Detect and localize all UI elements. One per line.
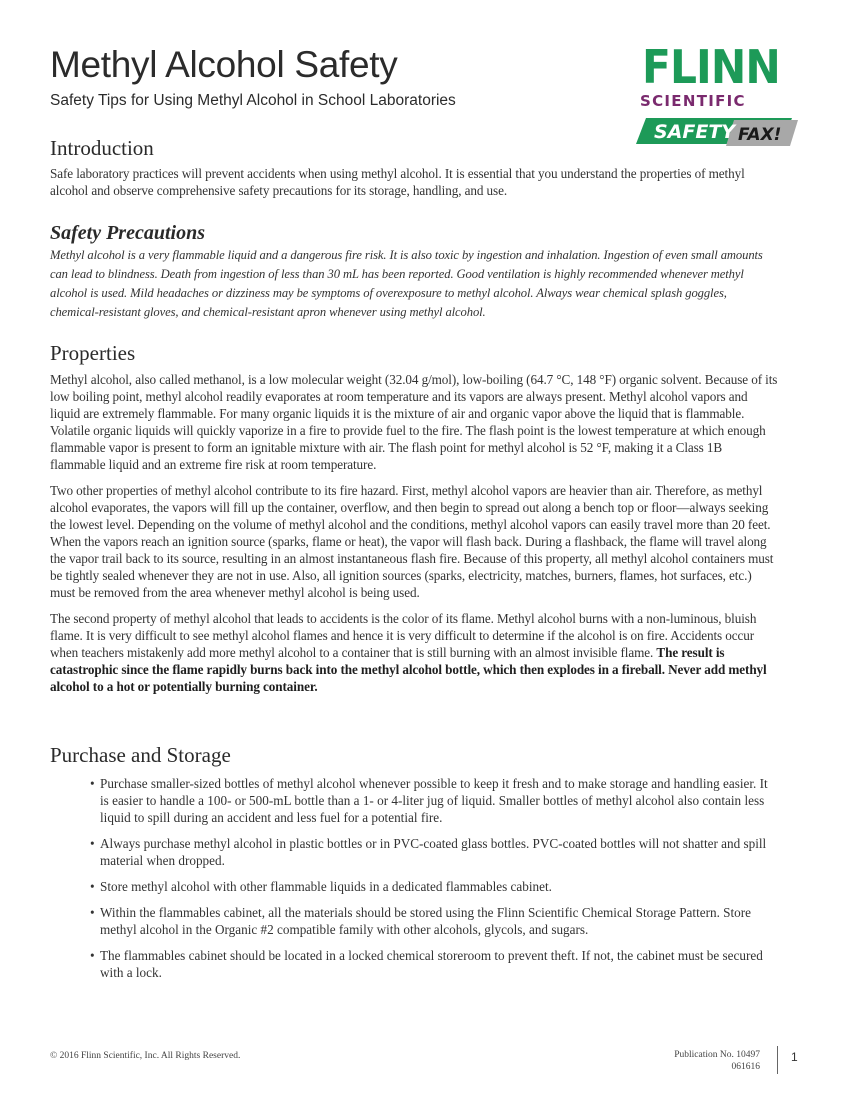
list-item: • Purchase smaller-sized bottles of methyl alcohol whenever possible to keep it fresh and to make storage and handling easier. It is easier to handle a 100- or 500-mL bottle than a 1- or 4-liter jug of liquid. Smaller bottles of methyl alcohol also contain less liquid to spill during an accident and less fuel for a potential fire. (90, 776, 768, 825)
properties-section (50, 341, 778, 695)
introduction-text: Safe laboratory practices will prevent accidents when using methyl alcohol. It is essential that you understand the properties of methyl alcohol and observe comprehensive safety precautions for its storage, handling, and use. (50, 166, 745, 198)
properties-warning-bold: The result is catastrophic since the flame rapidly burns back into the methyl alcohol bottle, which then explodes in a fireball. Never add methyl alcohol to a hot or potentially burning container. (50, 645, 767, 694)
publication-code: 061616 (731, 1062, 760, 1072)
purchase-storage-heading: Purchase and Storage (50, 743, 231, 767)
list-item: • Within the flammables cabinet, all the materials should be stored using the Flinn Scientific Chemical Storage Pattern. Store methyl alcohol in the Organic #2 compatible family with other alcohols, glycols, and sugars. (90, 905, 751, 937)
safety-precautions-text: Methyl alcohol is a very flammable liquid and a dangerous fire risk. It is also toxic by ingestion and inhalation. Ingestion of even small amounts can lead to blindness. Death from ingestion of less than 30 mL has been reported. Good ventilation is highly recommended whenever methyl alcohol is used. Mild headaches or dizziness may be symptoms of overexposure to methyl alcohol. Always wear chemical splash goggles, chemical-resistant gloves, and chemical-resistant apron whenever using methyl alcohol. (50, 248, 763, 319)
introduction-section (50, 136, 778, 199)
banner-fax-text: FAX! (738, 125, 782, 145)
storage-list (90, 775, 778, 981)
properties-paragraph-1: Methyl alcohol, also called methanol, is a low molecular weight (32.04 g/mol), low-boiling (64.7 °C, 148 °F) organic solvent. Because of its low boiling point, methyl alcohol readily evaporates at room temperature and its vapors are always present. Methyl alcohol vapors and liquid are extremely flammable. For many organic liquids it is the mixture of air and organic vapor above the liquid that is flammable. Volatile organic liquids will quickly vaporize in a fire to provide fuel to the fire. The flash point is the lowest temperature at which enough flammable vapor is present to form an ignitable mixture with air. The flash point for methyl alcohol is 52 °F, making it a Class 1B flammable liquid and an extreme fire risk at room temperature. (50, 372, 778, 472)
bullet-icon: • (90, 776, 95, 791)
footer-copyright: © 2016 Flinn Scientific, Inc. All Rights Reserved. (50, 1051, 241, 1061)
bullet-icon: • (90, 879, 95, 894)
footer-divider (777, 1046, 778, 1074)
page-number: 1 (791, 1050, 798, 1064)
bullet-icon: • (90, 905, 95, 920)
safety-precautions-section (50, 222, 778, 322)
banner-safety-text: SAFETY (654, 121, 736, 143)
page-subtitle: Safety Tips for Using Methyl Alcohol in School Laboratories (50, 92, 456, 109)
list-item: • The flammables cabinet should be located in a locked chemical storeroom to prevent theft. If not, the cabinet must be secured with a lock. (90, 948, 763, 980)
footer-publication-info (674, 1049, 760, 1073)
page-title: Methyl Alcohol Safety (50, 44, 398, 85)
publication-number: Publication No. 10497 (674, 1050, 760, 1060)
introduction-heading: Introduction (50, 136, 154, 160)
logo-scientific-text: SCIENTIFIC (640, 92, 746, 110)
properties-heading: Properties (50, 341, 136, 365)
purchase-storage-section (50, 743, 778, 990)
list-item: • Store methyl alcohol with other flammable liquids in a dedicated flammables cabinet. (90, 879, 552, 894)
logo-flinn-text: FLINN (642, 40, 780, 94)
properties-paragraph-3-text: The second property of methyl alcohol that leads to accidents is the color of its flame. Methyl alcohol burns with a non-luminous, bluish flame. It is very difficult to see methyl alcohol flames and hence it is very difficult to determine if the alcohol is on fire. Accidents occur when teachers mistakenly add more methyl alcohol to a container that is still burning with an almost invisible flame. (50, 611, 757, 660)
safety-precautions-heading: Safety Precautions (50, 222, 205, 244)
properties-paragraph-2: Two other properties of methyl alcohol contribute to its fire hazard. First, methyl alcohol vapors are heavier than air. Therefore, as methyl alcohol evaporates, the vapors will fill up the container, overflow, and then begin to spread out along a bench top or floor—always seeking the lowest level. Depending on the volume of methyl alcohol and the conditions, methyl alcohol vapors can easily travel more than 20 feet. When the vapors reach an ignition source (sparks, flame or heat), the vapor will flash back. During a flashback, the flame will travel along the vapor trail back to its source, resulting in an almost instantaneous flash fire. Because of this property, all methyl alcohol containers must be tightly sealed whenever they are not in use. Also, all ignition sources (sparks, electricity, matches, burners, flames, hot surfaces, etc.) must be removed from the area whenever methyl alcohol is being used. (50, 483, 774, 600)
bullet-icon: • (90, 948, 95, 963)
properties-paragraph-3 (50, 610, 778, 695)
list-item: • Always purchase methyl alcohol in plastic bottles or in PVC-coated glass bottles. PVC-coated bottles will not shatter and spill material when dropped. (90, 836, 767, 868)
bullet-icon: • (90, 836, 95, 851)
